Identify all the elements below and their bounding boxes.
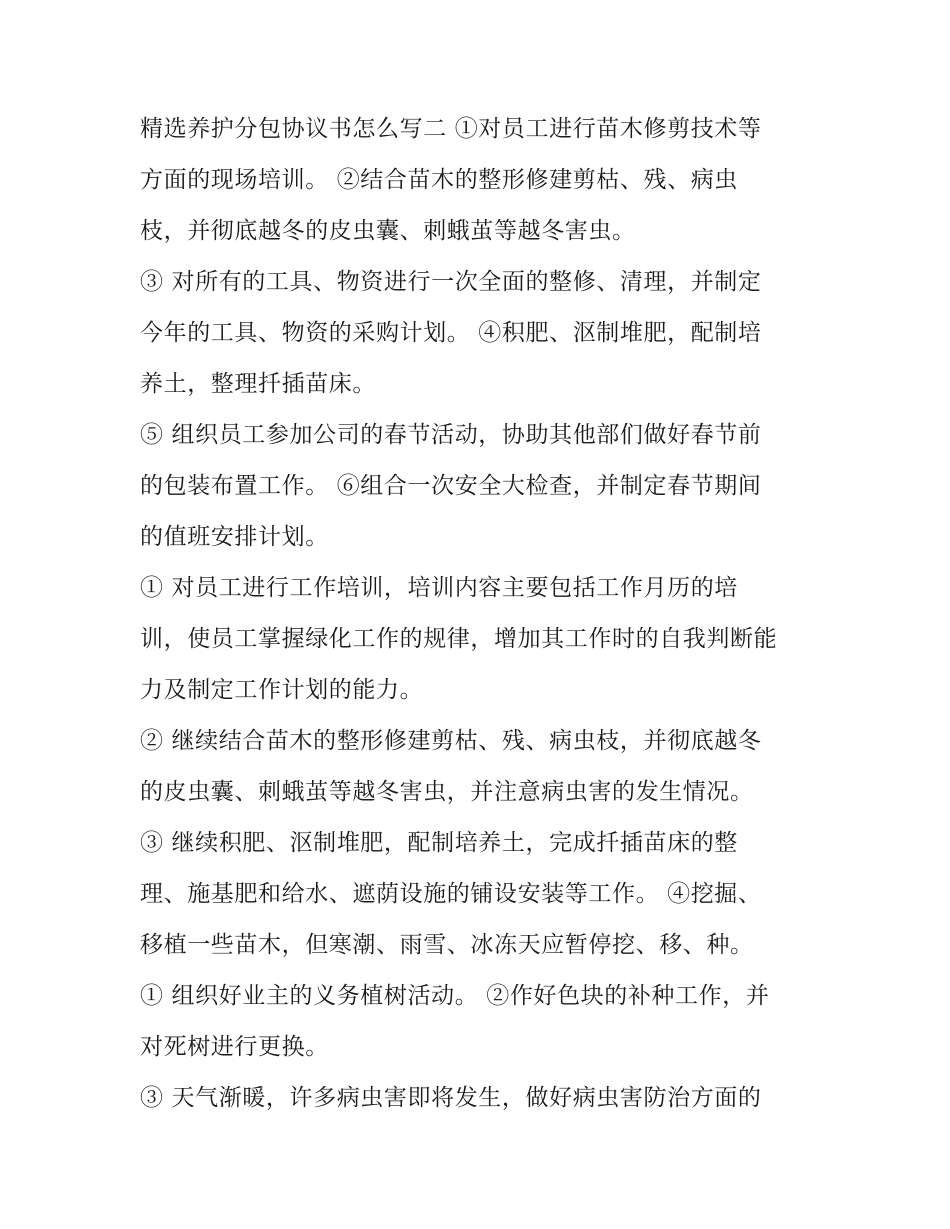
text-line: ③ 天气渐暖，许多病虫害即将发生，做好病虫害防治方面的 [140,1085,762,1111]
text-line: ② 继续结合苗木的整形修建剪枯、残、病虫枝，并彻底越冬 [140,728,762,754]
text-line: ① 组织好业主的义务植树活动。 ②作好色块的补种工作，并 [140,983,770,1009]
text-line: 精选养护分包协议书怎么写二 ①对员工进行苗木修剪技术等 [140,116,762,142]
text-line: 力及制定工作计划的能力。 [140,677,424,703]
text-line: 移植一些苗木，但寒潮、雨雪、冰冻天应暂停挖、移、种。 [140,932,754,958]
text-line: 的皮虫囊、刺蛾茧等越冬害虫，并注意病虫害的发生情况。 [140,779,754,805]
document-body [140,104,840,1124]
text-line: 今年的工具、物资的采购计划。 ④积肥、沤制堆肥，配制培 [140,320,762,346]
text-line: 方面的现场培训。 ②结合苗木的整形修建剪枯、残、病虫 [140,167,738,193]
text-line: ⑤ 组织员工参加公司的春节活动，协助其他部们做好春节前 [140,422,762,448]
text-line: 的值班安排计划。 [140,524,329,550]
text-line: 养土，整理扦插苗床。 [140,371,376,397]
text-line: 的包装布置工作。 ⑥组合一次安全大检查，并制定春节期间 [140,473,762,499]
text-line: ① 对员工进行工作培训，培训内容主要包括工作月历的培 [140,575,738,601]
text-line: 枝，并彻底越冬的皮虫囊、刺蛾茧等越冬害虫。 [140,218,636,244]
text-line: 对死树进行更换。 [140,1034,329,1060]
text-line: ③ 继续积肥、沤制堆肥，配制培养土，完成扦插苗床的整 [140,830,738,856]
text-line: 理、施基肥和给水、遮荫设施的铺设安装等工作。 ④挖掘、 [140,881,762,907]
text-line: ③ 对所有的工具、物资进行一次全面的整修、清理，并制定 [140,269,762,295]
text-line: 训，使员工掌握绿化工作的规律，增加其工作时的自我判断能 [140,626,778,652]
